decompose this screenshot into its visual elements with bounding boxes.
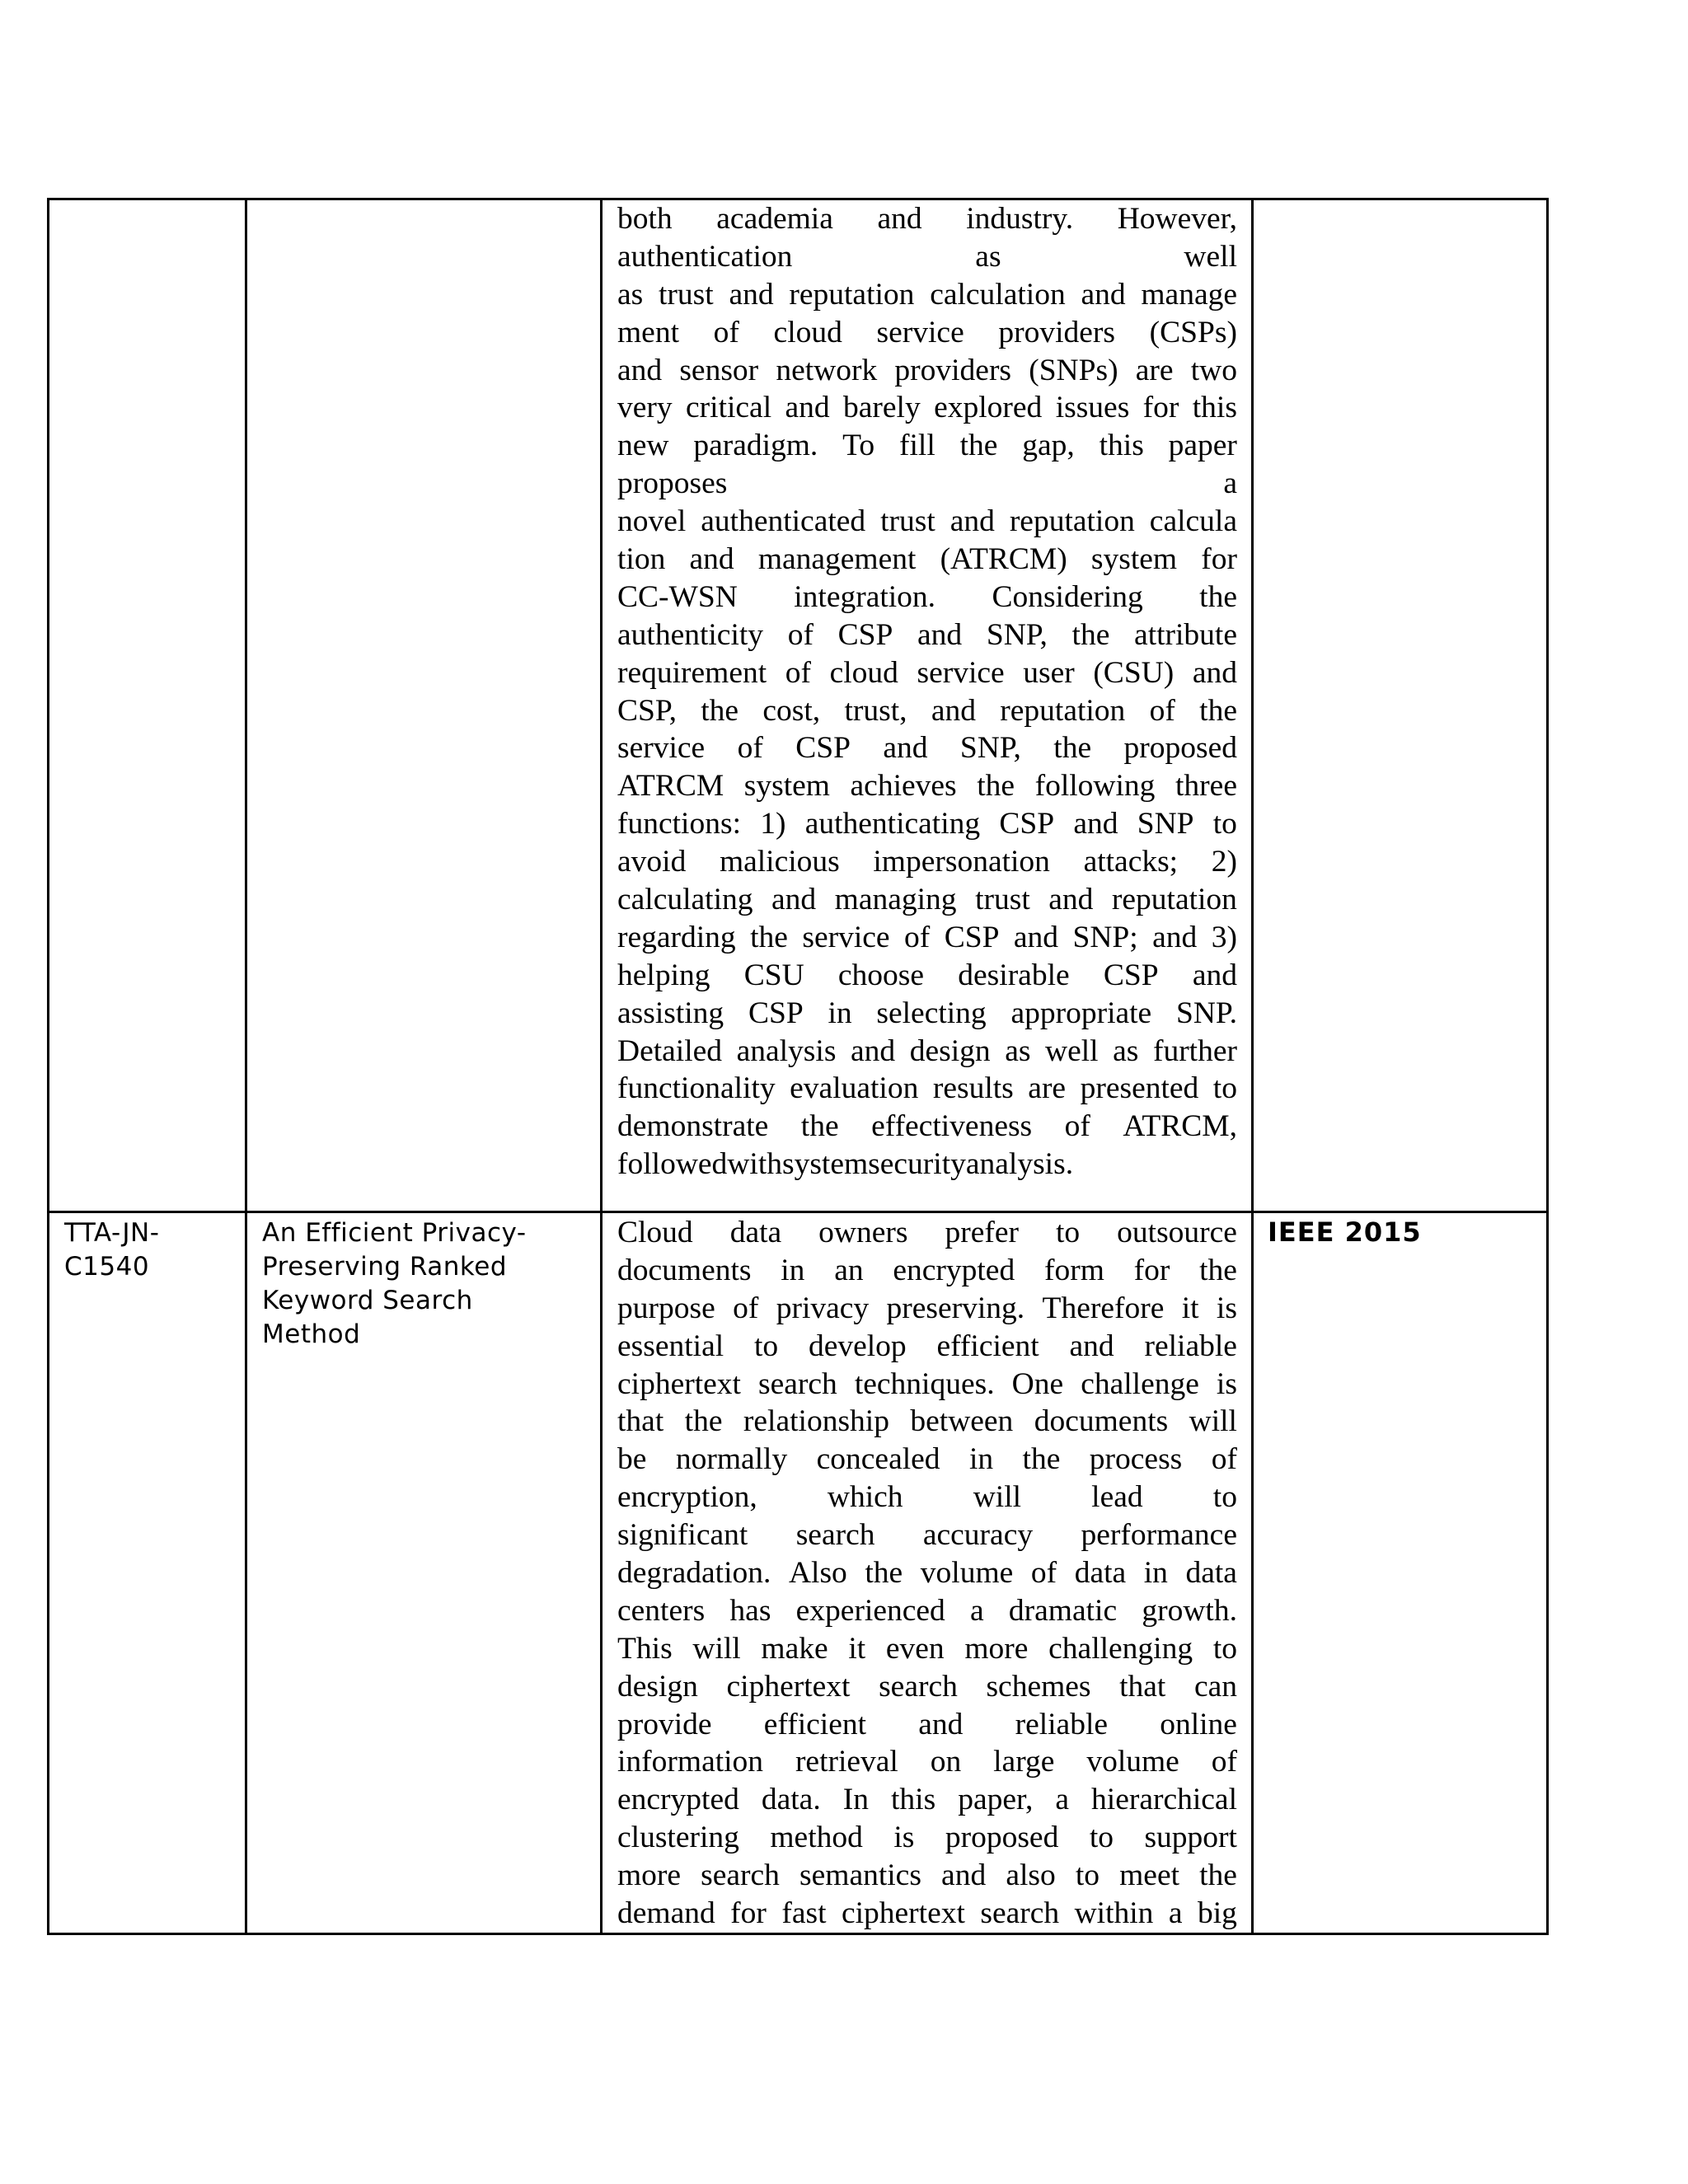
- project-table: [47, 198, 1549, 1935]
- abstract-line: novel authenticated trust and reputation calcula: [617, 504, 1237, 539]
- abstract-line: service of CSP and SNP, the proposed: [617, 731, 1237, 766]
- project-title-cell: [246, 1212, 602, 1934]
- project-title-line: An Efficient Privacy-: [262, 1218, 527, 1248]
- abstract-line: design ciphertext search schemes that can: [617, 1669, 1237, 1704]
- abstract-cell: [602, 199, 1253, 1212]
- abstract-line: proposes a: [617, 466, 1237, 501]
- abstract-line: and sensor network providers (SNPs) are two: [617, 353, 1237, 387]
- abstract-line: calculating and managing trust and reputation: [617, 883, 1237, 917]
- project-title-line: Preserving Ranked: [262, 1252, 507, 1282]
- abstract-line: ment of cloud service providers (CSPs): [617, 315, 1237, 349]
- abstract-line: CSP, the cost, trust, and reputation of the: [617, 693, 1237, 728]
- abstract-line: centers has experienced a dramatic growth.: [617, 1593, 1237, 1628]
- year-cell: [1253, 199, 1548, 1212]
- abstract-line: authentication as well: [617, 239, 1237, 274]
- abstract-line: be normally concealed in the process of: [617, 1442, 1237, 1477]
- table-row: [49, 199, 1548, 1212]
- project-id-cell: [49, 199, 246, 1212]
- abstract-line: clustering method is proposed to support: [617, 1821, 1237, 1855]
- abstract-line: encrypted data. In this paper, a hierarchical: [617, 1783, 1237, 1817]
- abstract-line: information retrieval on large volume of: [617, 1745, 1237, 1779]
- abstract-line: authenticity of CSP and SNP, the attribute: [617, 617, 1237, 652]
- abstract-line: ciphertext search techniques. One challenge is: [617, 1366, 1237, 1401]
- abstract-line: encryption, which will lead to: [617, 1480, 1237, 1515]
- abstract-line: provide efficient and reliable online: [617, 1707, 1237, 1741]
- abstract-line: functions: 1) authenticating CSP and SNP to: [617, 807, 1237, 841]
- abstract-line: tion and management (ATRCM) system for: [617, 542, 1237, 577]
- abstract-line: that the relationship between documents will: [617, 1404, 1237, 1439]
- abstract-line: assisting CSP in selecting appropriate SNP.: [617, 996, 1237, 1030]
- abstract-line: significant search accuracy performance: [617, 1518, 1237, 1553]
- project-title-line: Method: [262, 1319, 361, 1349]
- year-cell: [1253, 1212, 1548, 1934]
- abstract-line: ATRCM system achieves the following three: [617, 769, 1237, 804]
- abstract-line: This will make it even more challenging to: [617, 1631, 1237, 1666]
- publication-year: IEEE 2015: [1268, 1216, 1422, 1248]
- abstract-line: followed with system security analysis.: [617, 1147, 1074, 1182]
- table-row: [49, 1212, 1548, 1934]
- project-id: [49, 1213, 245, 1284]
- abstract-line: requirement of cloud service user (CSU) and: [617, 655, 1237, 690]
- abstract-line: functionality evaluation results are presented to: [617, 1071, 1237, 1106]
- project-id-line: TTA-JN-: [64, 1218, 160, 1248]
- abstract-line: purpose of privacy preserving. Therefore it is: [617, 1291, 1237, 1325]
- abstract-line: regarding the service of CSP and SNP; and 3): [617, 920, 1237, 954]
- abstract-text: [603, 1213, 1251, 1933]
- abstract-line: both academia and industry. However,: [617, 202, 1237, 236]
- abstract-line: essential to develop efficient and reliable: [617, 1329, 1237, 1363]
- abstract-line: new paradigm. To fill the gap, this paper: [617, 429, 1237, 463]
- abstract-line: as trust and reputation calculation and manage: [617, 277, 1237, 312]
- project-title-line: Keyword Search: [262, 1286, 473, 1315]
- abstract-cell: [602, 1212, 1253, 1934]
- abstract-text: [603, 200, 1251, 1183]
- abstract-line: demand for fast ciphertext search within a big: [617, 1896, 1237, 1931]
- abstract-line: avoid malicious impersonation attacks; 2): [617, 845, 1237, 879]
- abstract-line: Cloud data owners prefer to outsource: [617, 1216, 1237, 1249]
- project-title-cell: [246, 199, 602, 1212]
- abstract-line: helping CSU choose desirable CSP and: [617, 958, 1237, 992]
- abstract-line: degradation. Also the volume of data in data: [617, 1556, 1237, 1591]
- project-title: [247, 1213, 600, 1352]
- project-id-cell: [49, 1212, 246, 1934]
- abstract-line: very critical and barely explored issues for this: [617, 391, 1237, 425]
- abstract-line: more search semantics and also to meet the: [617, 1858, 1237, 1893]
- abstract-line: CC-WSN integration. Considering the: [617, 579, 1237, 614]
- abstract-line: demonstrate the effectiveness of ATRCM,: [617, 1109, 1237, 1144]
- project-id-line: C1540: [64, 1252, 150, 1282]
- abstract-line: documents in an encrypted form for the: [617, 1253, 1237, 1287]
- abstract-line: Detailed analysis and design as well as further: [617, 1033, 1237, 1068]
